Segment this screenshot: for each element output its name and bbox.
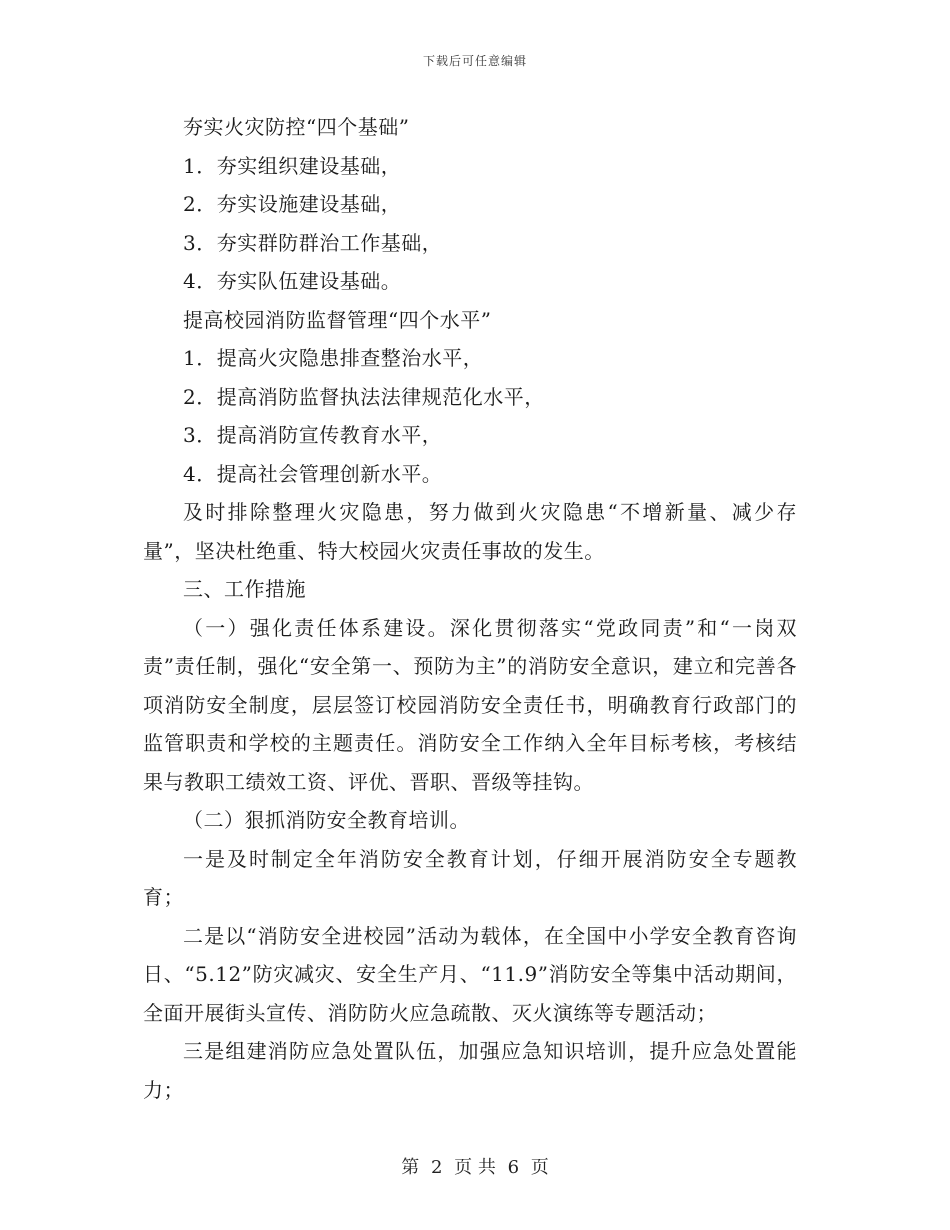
footer-middle: 页 共 <box>454 1157 496 1178</box>
document-body <box>143 108 797 1109</box>
paragraph-heading-four-foundations: 夯实火灾防控“四个基础” <box>183 115 410 139</box>
list-item-level-3: 3．提高消防宣传教育水平， <box>183 423 443 447</box>
paragraph-responsibility-system: （一）强化责任体系建设。深化贯彻落实“党政同责”和“一岗双责”责任制，强化“安全第一、预防为主”的消防安全意识，建立和完善各项消防安全制度，层层签订校园消防安全责任书，明确教育行政部门的监管职责和学校的主题责任。消防安全工作纳入全年目标考核，考核结果与教职工绩效工资、评优、晋职、晋级等挂钩。 <box>143 615 797 794</box>
footer-prefix: 第 <box>401 1157 420 1178</box>
footer-page-number: 2 <box>430 1157 443 1178</box>
paragraph-measure-one: 一是及时制定全年消防安全教育计划，仔细开展消防安全专题教育； <box>143 846 797 909</box>
list-item-foundation-4: 4．夯实队伍建设基础。 <box>183 269 402 293</box>
paragraph-heading-four-levels: 提高校园消防监督管理“四个水平” <box>183 307 492 332</box>
paragraph-measure-three: 三是组建消防应急处置队伍，加强应急知识培训，提升应急处置能力； <box>143 1039 797 1102</box>
list-item-foundation-2: 2．夯实设施建设基础， <box>183 192 402 216</box>
list-item-level-1: 1．提高火灾隐患排查整治水平， <box>183 346 484 370</box>
page-header: 下载后可任意编辑 <box>422 54 527 68</box>
page-footer <box>0 1153 950 1179</box>
list-item-foundation-1: 1．夯实组织建设基础， <box>183 153 402 178</box>
footer-total-pages: 6 <box>507 1157 520 1178</box>
list-item-foundation-3: 3．夯实群防群治工作基础， <box>183 230 443 255</box>
paragraph-hazard-removal: 及时排除整理火灾隐患，努力做到火灾隐患“不增新量、减少存量”，坚决杜绝重、特大校园火灾责任事故的发生。 <box>143 500 797 563</box>
section-heading-work-measures: 三、工作措施 <box>183 577 306 601</box>
paragraph-measure-two: 二是以“消防安全进校园”活动为载体，在全国中小学安全教育咨询日、“5.12”防灾减灾、安全生产月、“11.9”消防安全等集中活动期间，全面开展街头宣传、消防防火应急疏散、灭火演练等专题活动； <box>143 923 797 1025</box>
list-item-level-4: 4．提高社会管理创新水平。 <box>183 461 443 486</box>
paragraph-education-training: （二）狠抓消防安全教育培训。 <box>183 808 470 832</box>
footer-suffix: 页 <box>530 1157 549 1178</box>
list-item-level-2: 2．提高消防监督执法法律规范化水平， <box>183 384 545 409</box>
